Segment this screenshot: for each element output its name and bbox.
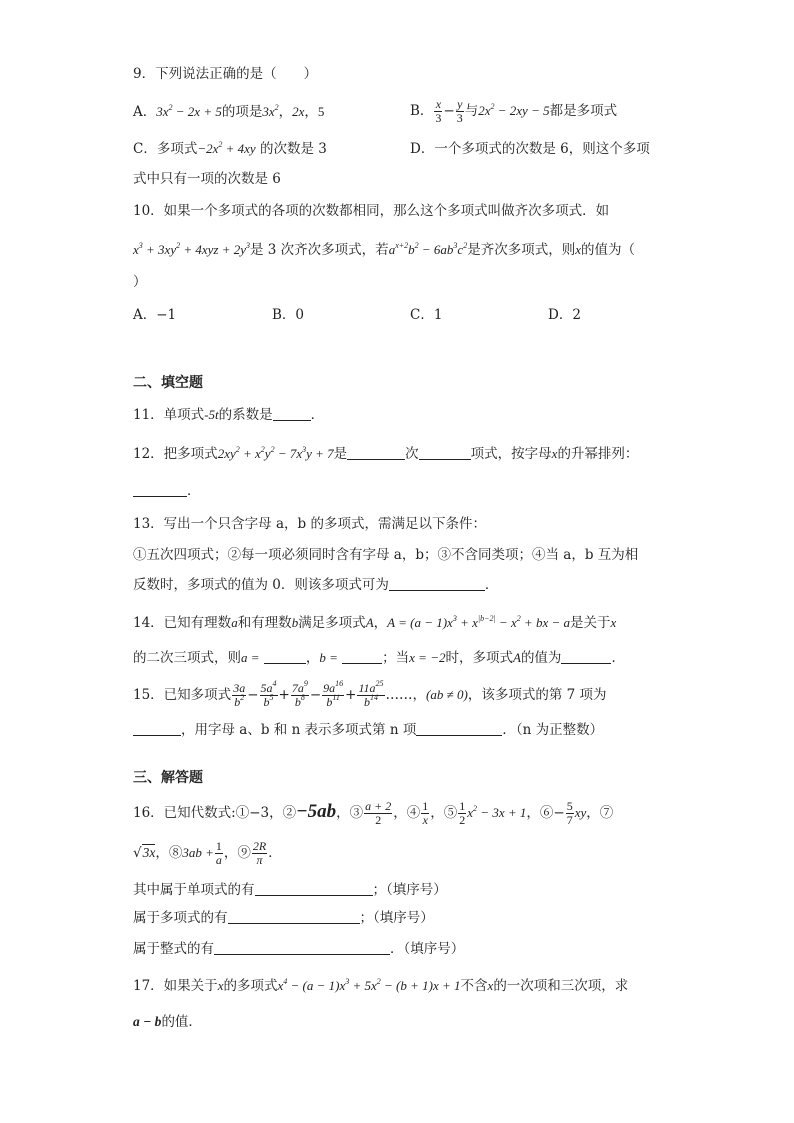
q10-line2: $x^3 + 3xy^2 + 4xyz + 2y^3$是 3 次齐次多项式，若$a^{x+2}b^2 - 6ab^3c^2$是齐次多项式，则x的值为（ xyxy=(133,241,635,258)
q16-row3: 属于整式的有 ．（填序号） xyxy=(133,941,465,957)
q15-line1: 15．已知多项式 $\frac{3a}{b^2}$ − $\frac{5a^4}{b^5}$ + $\frac{7a^9}{b^8}$ − $\frac{9a^{16}}{b^{11}}$ + $\frac{11a^{25}}{b^{14}}$ ……，(ab ≠ 0)，该多项式的第 7 项为 xyxy=(133,679,607,709)
q9-stem: 9．下列说法正确的是（ ） xyxy=(133,66,318,82)
q12: 12．把多项式$2xy^2 + x^2y^2 - 7x^3y + 7$是 次 项式，按字母x的升幂排列： xyxy=(133,445,639,462)
q12-degree-blank[interactable] xyxy=(347,445,405,460)
q9-option-d-continued: 式中只有一项的次数是 6 xyxy=(133,171,281,187)
q12-order-blank[interactable] xyxy=(133,482,187,497)
q14-line2: 的二次三项式，则a = ，b = ；当x = −2时，多项式A的值为 ． xyxy=(133,650,625,666)
section-fill-in-title: 二、填空题 xyxy=(133,375,203,391)
q14-a-blank[interactable] xyxy=(264,649,306,664)
q12-line2: ． xyxy=(133,481,201,501)
q15-line2: ，用字母 a、b 和 n 表示多项式第 n 项 ．（n 为正整数） xyxy=(133,720,603,740)
q16-monomial-blank[interactable] xyxy=(255,881,373,896)
q11-answer-blank[interactable] xyxy=(273,406,311,421)
q16-integral-blank[interactable] xyxy=(214,940,390,955)
q11: 11．单项式-5t的系数是 ． xyxy=(133,407,325,423)
q14-line1: 14．已知有理数a和有理数b满足多项式A，$A = (a - 1)x^3 + x^{|b-2|} - x^2$ + bx − a是关于x xyxy=(133,614,617,631)
q13-line3: 反数时，多项式的值为 0．则该多项式可为 ． xyxy=(133,577,499,593)
q16-row2: 属于多项式的有 ；（填序号） xyxy=(133,910,434,926)
q16-line1: 16．已知代数式:①−3，②−5ab，③ $\frac{a + 2}{2}$ ，④ $\frac{1}{x}$ ，⑤ $\frac{1}{2}$ $x^2 - 3x + 1$，⑥− $\frac{5}{7}$ xy，⑦ xyxy=(133,799,614,827)
q10-option-b[interactable]: B．0 xyxy=(272,307,305,323)
q9-option-b[interactable]: B． $\frac{x}{3}$ − $\frac{y}{3}$ 与$2x^2 - 2xy - 5$都是多项式 xyxy=(410,97,618,125)
q13-answer-blank[interactable] xyxy=(389,576,485,591)
q17-line1: 17．如果关于x的多项式$x^4 - (a - 1)x^3 + 5x^2 - (b + 1)x + 1$不含x的一次项和三次项，求 xyxy=(133,977,629,994)
q16-polynomial-blank[interactable] xyxy=(228,909,360,924)
q17-line2: a − b的值． xyxy=(133,1014,202,1030)
q16-line2: √3x，⑧3ab + $\frac{1}{a}$ ，⑨ $\frac{2R}{\pi}$ ． xyxy=(133,839,282,867)
q9-option-a[interactable]: A．$3x^2 - 2x + 5$的项是$3x^2$，2x，5 xyxy=(133,103,325,120)
q14-b-blank[interactable] xyxy=(342,649,382,664)
q10-stem: 10．如果一个多项式的各项的次数都相同，那么这个多项式叫做齐次多项式．如 xyxy=(133,203,610,219)
q13-line1: 13．写出一个只含字母 a，b 的多项式，需满足以下条件： xyxy=(133,516,486,532)
q10-option-d[interactable]: D．2 xyxy=(548,307,581,323)
q10-option-a[interactable]: A．−1 xyxy=(133,307,177,323)
q15-nth-term-blank[interactable] xyxy=(416,721,502,736)
q14-value-blank[interactable] xyxy=(561,649,611,664)
section-answer-title: 三、解答题 xyxy=(133,770,203,786)
q15-seventh-term-blank[interactable] xyxy=(133,721,181,736)
q12-terms-blank[interactable] xyxy=(419,445,471,460)
q10-close-paren: ） xyxy=(133,274,147,290)
q9-option-d[interactable]: D．一个多项式的次数是 6，则这个多项 xyxy=(410,141,650,157)
q13-line2: ①五次四项式；②每一项必须同时含有字母 a，b；③不含同类项；④当 a，b 互为相 xyxy=(133,547,639,563)
q9-option-c[interactable]: C．多项式$-2x^2 + 4xy$ 的次数是 3 xyxy=(133,140,327,157)
q10-option-c[interactable]: C．1 xyxy=(410,307,443,323)
q16-row1: 其中属于单项式的有 ；（填序号） xyxy=(133,882,447,898)
